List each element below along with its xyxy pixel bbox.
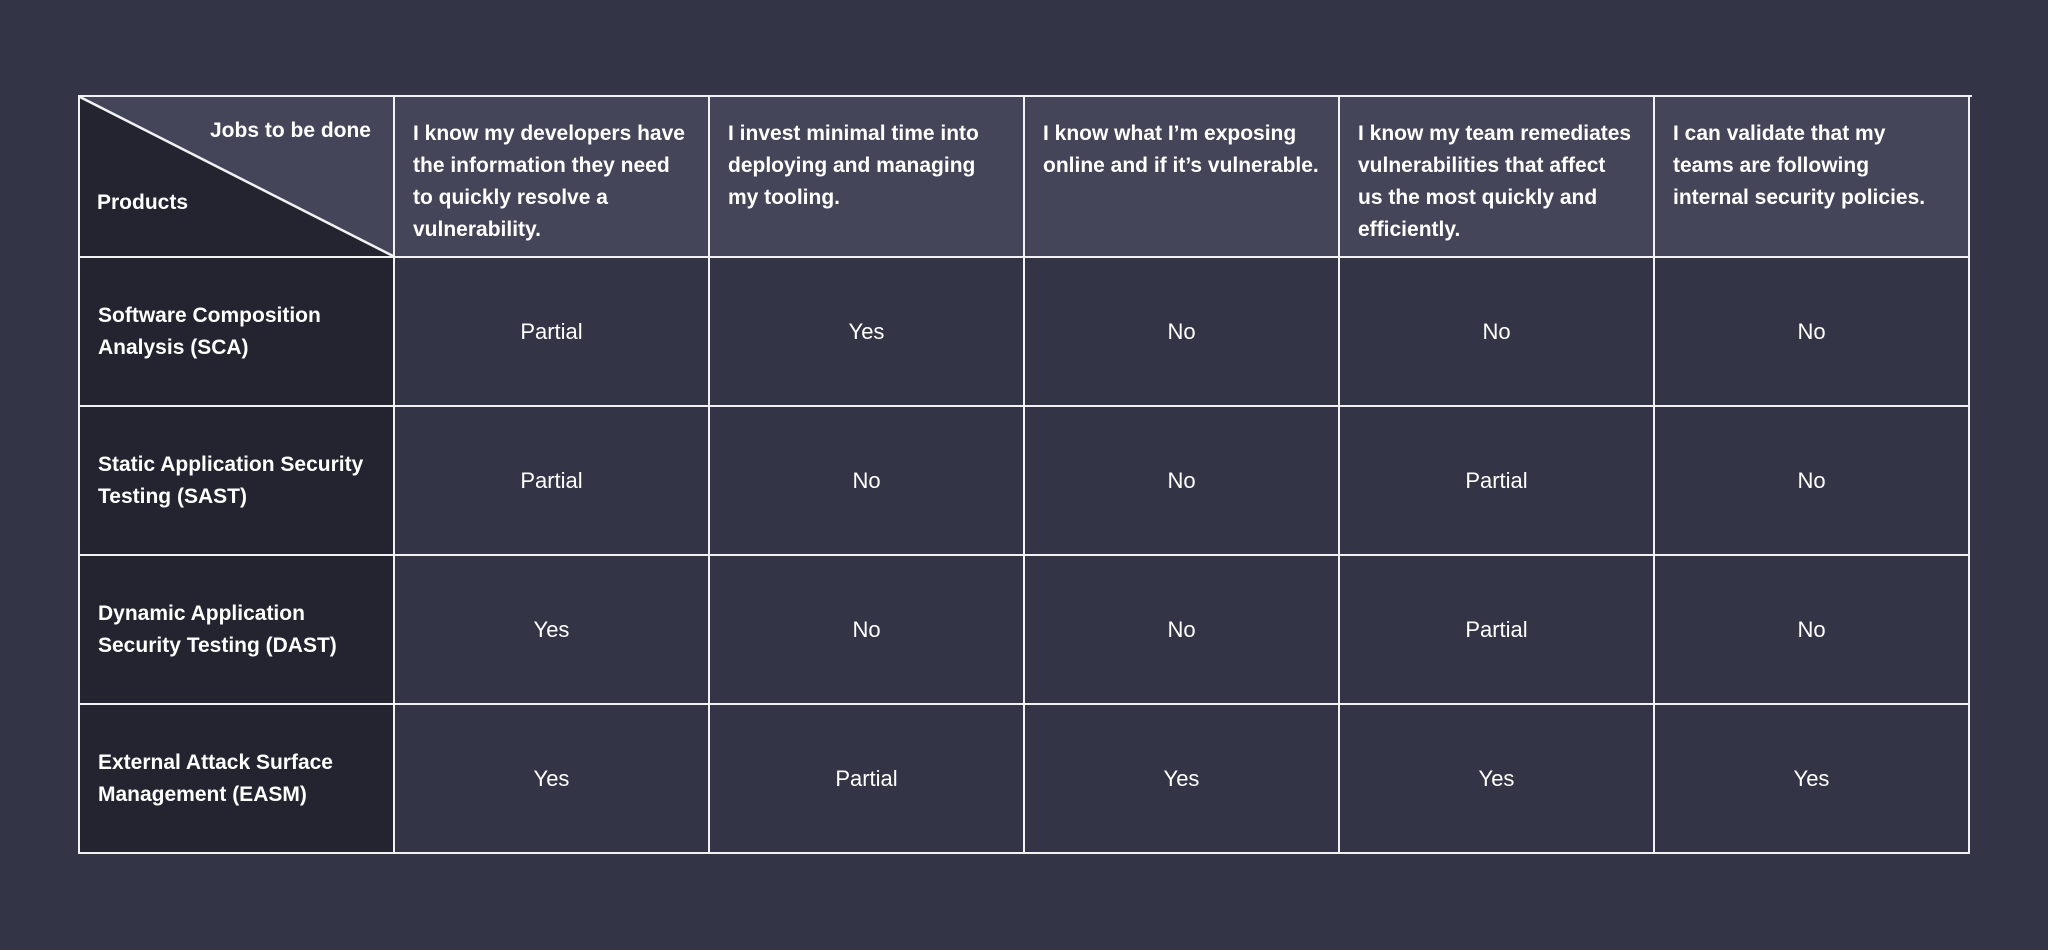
product-name: Software Composition Analysis (SCA) xyxy=(98,303,321,359)
table-cell: Yes xyxy=(1025,705,1340,854)
table-corner-cell xyxy=(80,97,395,258)
rows-axis-label: Products xyxy=(97,191,189,214)
columns-axis-label: Jobs to be done xyxy=(209,119,371,142)
table-cell: No xyxy=(1655,556,1970,705)
table-cell: No xyxy=(1025,556,1340,705)
column-header: I know my developers have the information they need to quickly resolve a vulnerability. xyxy=(395,97,710,258)
column-header: I invest minimal time into deploying and managing my tooling. xyxy=(710,97,1025,258)
table-cell: Yes xyxy=(395,556,710,705)
table-cell: Partial xyxy=(395,258,710,407)
table-cell: Partial xyxy=(1340,407,1655,556)
table-cell: No xyxy=(1025,258,1340,407)
row-header xyxy=(80,407,395,556)
column-header: I know what I’m exposing online and if it’s vulnerable. xyxy=(1025,97,1340,258)
comparison-table xyxy=(78,95,1972,854)
table-cell: No xyxy=(1655,407,1970,556)
table-cell: Yes xyxy=(710,258,1025,407)
product-name: External Attack Surface Management (EASM) xyxy=(98,750,333,806)
row-header xyxy=(80,556,395,705)
table-cell: Yes xyxy=(395,705,710,854)
table-cell: Partial xyxy=(710,705,1025,854)
row-header xyxy=(80,705,395,854)
table-cell: No xyxy=(1655,258,1970,407)
product-name: Static Application Security Testing (SAST) xyxy=(98,452,364,508)
row-header xyxy=(80,258,395,407)
table-cell: Yes xyxy=(1655,705,1970,854)
table-cell: No xyxy=(710,556,1025,705)
table-cell: Partial xyxy=(1340,556,1655,705)
column-header: I know my team remediates vulnerabilities that affect us the most quickly and efficiently. xyxy=(1340,97,1655,258)
table-cell: Yes xyxy=(1340,705,1655,854)
table-cell: Partial xyxy=(395,407,710,556)
table-cell: No xyxy=(710,407,1025,556)
table-cell: No xyxy=(1025,407,1340,556)
column-header: I can validate that my teams are following internal security policies. xyxy=(1655,97,1970,258)
table-cell: No xyxy=(1340,258,1655,407)
product-name: Dynamic Application Security Testing (DAST) xyxy=(98,601,337,657)
